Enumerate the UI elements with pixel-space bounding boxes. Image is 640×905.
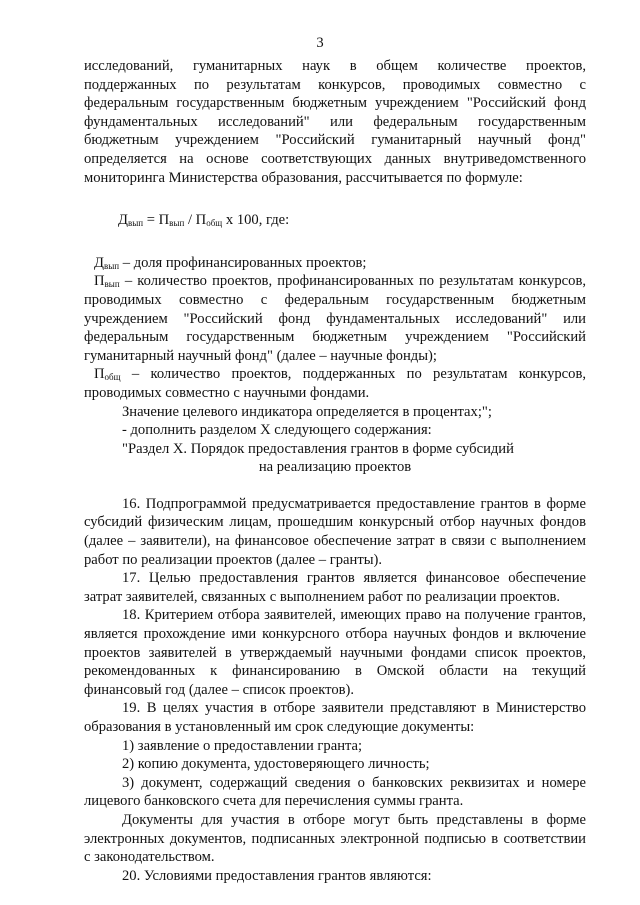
list-item-2: 2) копию документа, удостоверяющего личность; — [122, 756, 430, 773]
paragraph-16: 16. Подпрограммой предусматривается предоставление грантов в форме субсидий физическим лицам, прошедшим конкурсный отбор научных фондов (далее – заявители), на финансовое обеспечение затрат в связи с выполнением работ по реализации проектов (далее – гранты). — [84, 495, 586, 568]
definition-subscript: общ — [104, 372, 121, 383]
section-title-line-2: на реализацию проектов — [258, 459, 412, 476]
section-title-line-1: "Раздел X. Порядок предоставления грантов в форме субсидий — [122, 440, 514, 457]
definition-p-obshch — [84, 365, 586, 402]
definition-text: – количество проектов, поддержанных по результатам конкурсов, проводимых совместно с научными фондами. — [84, 366, 586, 401]
electronic-documents-paragraph: Документы для участия в отборе могут быть представлены в форме электронных документов, подписанных электронной подписью в соответствии с законодательством. — [84, 811, 586, 866]
formula-p1: П — [158, 212, 170, 229]
formula-d-sub: вып — [127, 218, 144, 229]
indicator-note: Значение целевого индикатора определяется в процентах;"; — [122, 403, 492, 420]
definition-symbol: П — [94, 273, 105, 290]
list-item-1: 1) заявление о предоставлении гранта; — [122, 737, 363, 754]
definition-subscript: вып — [103, 260, 120, 271]
definition-text: – количество проектов, профинансированных по результатам конкурсов, проводимых совместно с федеральным государственным бюджетным учреждением "Российский фонд фундаментальных исследований" или федеральным государственным бюджетным учреждением "Российский гуманитарный научный фонд" (далее – научные фонды); — [84, 273, 586, 364]
formula-p2-sub: общ — [206, 218, 223, 229]
formula-p1-sub: вып — [169, 218, 185, 229]
document-body — [84, 57, 586, 885]
paragraph-17: 17. Целью предоставления грантов является финансовое обеспечение затрат заявителей, связанных с выполнением работ по реализации проектов. — [84, 570, 586, 605]
definition-subscript: вып — [104, 279, 120, 290]
formula-d: Д — [118, 212, 128, 229]
formula-div: / — [184, 212, 196, 229]
paragraph-18: 18. Критерием отбора заявителей, имеющих право на получение грантов, является прохождение ими конкурсного отбора научных фондов и включение проектов заявителей в утверждаемый научными фондами список проектов, рекомендованных к финансированию в Омской области на текущий финансовый год (далее – список проектов). — [84, 607, 586, 698]
paragraph-20: 20. Условиями предоставления грантов являются: — [122, 867, 432, 884]
formula-tail: х 100, где: — [222, 212, 290, 229]
definition-d-vyp — [84, 254, 586, 273]
definition-symbol: Д — [94, 254, 104, 271]
add-section-instruction: - дополнить разделом X следующего содержания: — [122, 422, 432, 439]
definition-p-vyp — [84, 272, 586, 365]
paragraph-19: 19. В целях участия в отборе заявители представляют в Министерство образования в установленный им срок следующие документы: — [84, 700, 586, 735]
formula — [84, 211, 586, 230]
formula-p2: П — [195, 212, 207, 229]
page-number: 3 — [316, 35, 324, 51]
list-item-3: 3) документ, содержащий сведения о банковских реквизитах и номере лицевого банковского счета для перечисления суммы гранта. — [84, 774, 586, 810]
definition-text: – доля профинансированных проектов; — [119, 254, 367, 271]
intro-paragraph: исследований, гуманитарных наук в общем количестве проектов, поддержанных по результатам конкурсов, проводимых совместно с федеральным государственным бюджетным учреждением "Российский фонд фундаментальных исследований" или федеральным государственным бюджетным учреждением "Российский гуманитарный научный фонд" определяется на основе соответствующих данных внутриведомственного мониторинга Министерства образования, рассчитывается по формуле: — [84, 58, 586, 186]
formula-eq: = — [143, 212, 159, 229]
definition-symbol: П — [94, 366, 105, 383]
